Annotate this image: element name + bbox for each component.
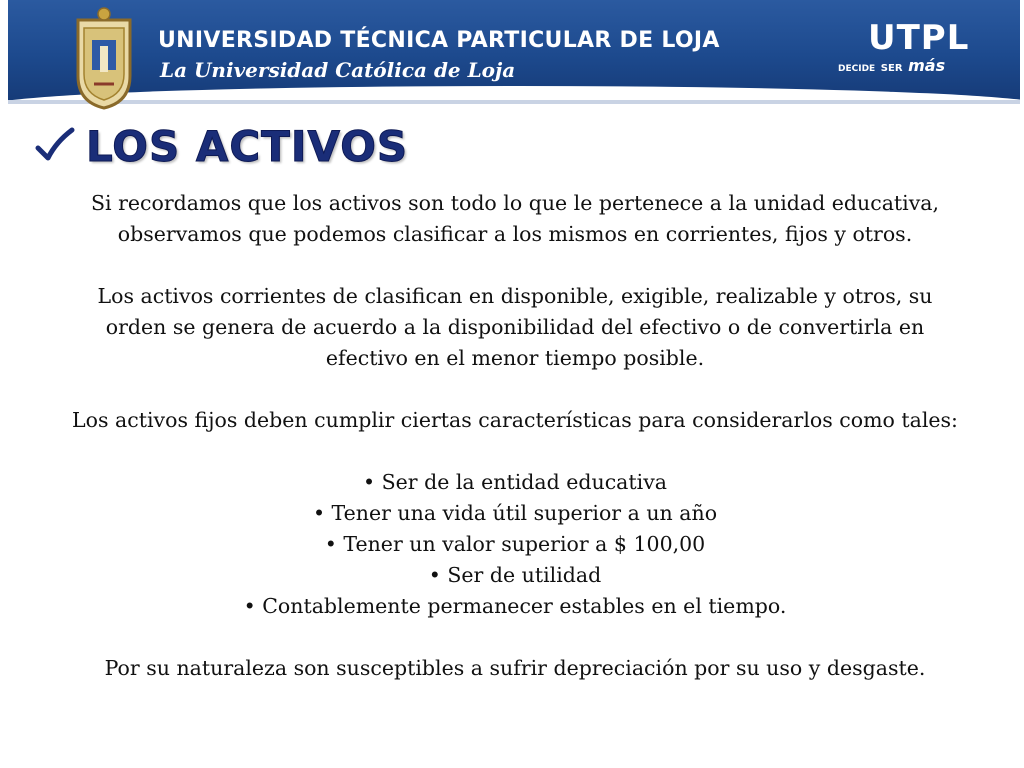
paragraph-1-line-2: observamos que podemos clasificar a los mismos en corrientes, fijos y otros. bbox=[117, 222, 913, 246]
banner-curve bbox=[8, 86, 1020, 104]
bullet-item: • Tener una vida útil superior a un año bbox=[312, 501, 718, 525]
slide-title: LOS ACTIVOS bbox=[86, 121, 409, 171]
paragraph-4: Por su naturaleza son susceptibles a sufrir depreciación por su uso y desgaste. bbox=[104, 656, 926, 680]
tagline-ser: SER bbox=[880, 63, 903, 74]
university-name: UNIVERSIDAD TÉCNICA PARTICULAR DE LOJA bbox=[158, 28, 720, 53]
paragraph-2-line-3: efectivo en el menor tiempo posible. bbox=[325, 346, 705, 370]
checkmark-icon bbox=[32, 124, 76, 168]
slide-heading bbox=[32, 116, 408, 176]
utpl-tagline bbox=[838, 56, 945, 75]
paragraph-1-line-1: Si recordamos que los activos son todo lo que le pertenece a la unidad educativa, bbox=[90, 191, 940, 215]
paragraph-2-line-1: Los activos corrientes de clasifican en disponible, exigible, realizable y otros, su bbox=[97, 284, 933, 308]
tagline-mas: más bbox=[908, 56, 946, 75]
header-banner bbox=[8, 0, 1020, 104]
bullet-item: • Ser de la entidad educativa bbox=[362, 470, 668, 494]
university-shield-icon bbox=[72, 6, 136, 110]
paragraph-2-line-2: orden se genera de acuerdo a la disponibilidad del efectivo o de convertirla en bbox=[105, 315, 925, 339]
bullet-item: • Tener un valor superior a $ 100,00 bbox=[324, 532, 706, 556]
utpl-brand: UTPL bbox=[868, 18, 970, 58]
bullet-item: • Ser de utilidad bbox=[428, 563, 602, 587]
slide-body bbox=[40, 188, 990, 684]
tagline-decide: DECIDE bbox=[838, 64, 876, 74]
university-subtitle: La Universidad Católica de Loja bbox=[160, 58, 516, 82]
paragraph-3: Los activos fijos deben cumplir ciertas características para considerarlos como tales: bbox=[72, 408, 958, 432]
bullet-item: • Contablemente permanecer estables en el tiempo. bbox=[243, 594, 787, 618]
